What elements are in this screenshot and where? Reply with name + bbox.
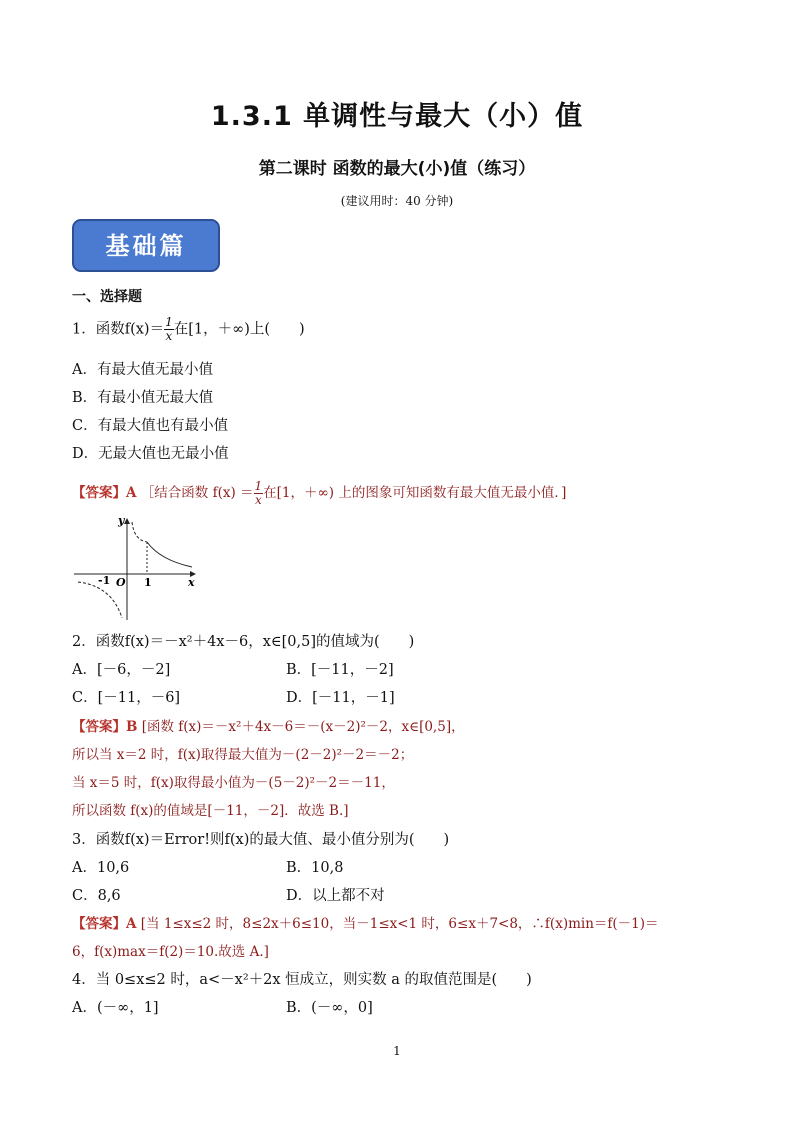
one-label: 1: [144, 576, 152, 589]
page-number: 1: [393, 1044, 401, 1058]
section-heading: 一、选择题: [72, 289, 142, 305]
page-title: 1.3.1 单调性与最大（小）值: [210, 101, 584, 132]
q1-option-d: D．无最大值也无最小值: [72, 446, 229, 462]
q3-stem: 3．函数f(x)＝Error!则f(x)的最大值、最小值分别为( ): [72, 832, 450, 848]
q3-option-b: B．10,8: [286, 860, 344, 876]
page-subtitle: 第二课时 函数的最大(小)值（练习）: [258, 159, 536, 179]
origin-label: O: [116, 576, 126, 589]
q1-answer: 【答案】A ［结合函数 f(x) ＝ $\frac{1}{x}$ 在[1，＋∞) 上的图象可知函数有最大值无最小值．]: [72, 479, 567, 507]
section-badge: 基础篇: [72, 219, 220, 272]
curve-right-dashed: [132, 522, 147, 542]
q1-option-a: A．有最大值无最小值: [72, 362, 213, 378]
q4-option-a: A．(－∞，1]: [72, 1000, 159, 1016]
minus-one-label: -1: [98, 574, 111, 587]
q3-option-c: C．8,6: [72, 888, 121, 904]
time-hint: (建议用时：40 分钟): [340, 194, 454, 208]
q1-option-c: C．有最大值也有最小值: [72, 418, 229, 434]
q2-answer-line-3: 当 x＝5 时，f(x)取得最小值为－(5－2)²－2＝－11，: [72, 775, 395, 791]
q1-option-b: B．有最小值无最大值: [72, 390, 214, 406]
q2-answer-line-4: 所以函数 f(x)的值域是[－11，－2]．故选 B.]: [72, 803, 349, 819]
q2-option-b: B．[－11，－2]: [286, 662, 394, 678]
y-axis-arrow: [124, 518, 130, 524]
curve-right-solid: [147, 542, 192, 567]
q3-option-d: D．以上都不对: [286, 888, 385, 904]
q1-fraction: $\frac{1}{x}$: [165, 315, 173, 343]
q2-option-a: A．[－6，－2]: [72, 662, 171, 678]
q2-answer-line-2: 所以当 x＝2 时，f(x)取得最大值为－(2－2)²－2＝－2；: [72, 747, 414, 763]
q2-stem: 2．函数f(x)＝－x²＋4x－6，x∈[0,5]的值域为( ): [72, 634, 415, 650]
q2-option-c: C．[－11，－6]: [72, 690, 181, 706]
q2-option-d: D．[－11，－1]: [286, 690, 395, 706]
q1-answer-fraction: $\frac{1}{x}$: [254, 479, 263, 507]
q3-answer-line-2: 6，f(x)max＝f(2)＝10.故选 A.]: [72, 944, 269, 960]
q3-option-a: A．10,6: [72, 860, 130, 876]
y-label: y: [118, 514, 125, 527]
x-label: x: [188, 576, 195, 589]
reciprocal-graph: [70, 514, 200, 624]
q4-stem: 4．当 0≤x≤2 时，a<－x²＋2x 恒成立，则实数 a 的取值范围是( ): [72, 972, 532, 988]
q3-answer-line-1: 【答案】A [当 1≤x≤2 时，8≤2x＋6≤10，当－1≤x<1 时，6≤x＋7<8，∴f(x)min＝f(－1)＝: [72, 916, 659, 932]
q2-answer-line-1: 【答案】B [函数 f(x)＝－x²＋4x－6＝－(x－2)²－2，x∈[0,5]，: [72, 719, 465, 735]
q1-stem: 1．函数f(x)＝ $\frac{1}{x}$ 在[1，＋∞)上( ): [72, 315, 305, 343]
q4-option-b: B．(－∞，0]: [286, 1000, 373, 1016]
